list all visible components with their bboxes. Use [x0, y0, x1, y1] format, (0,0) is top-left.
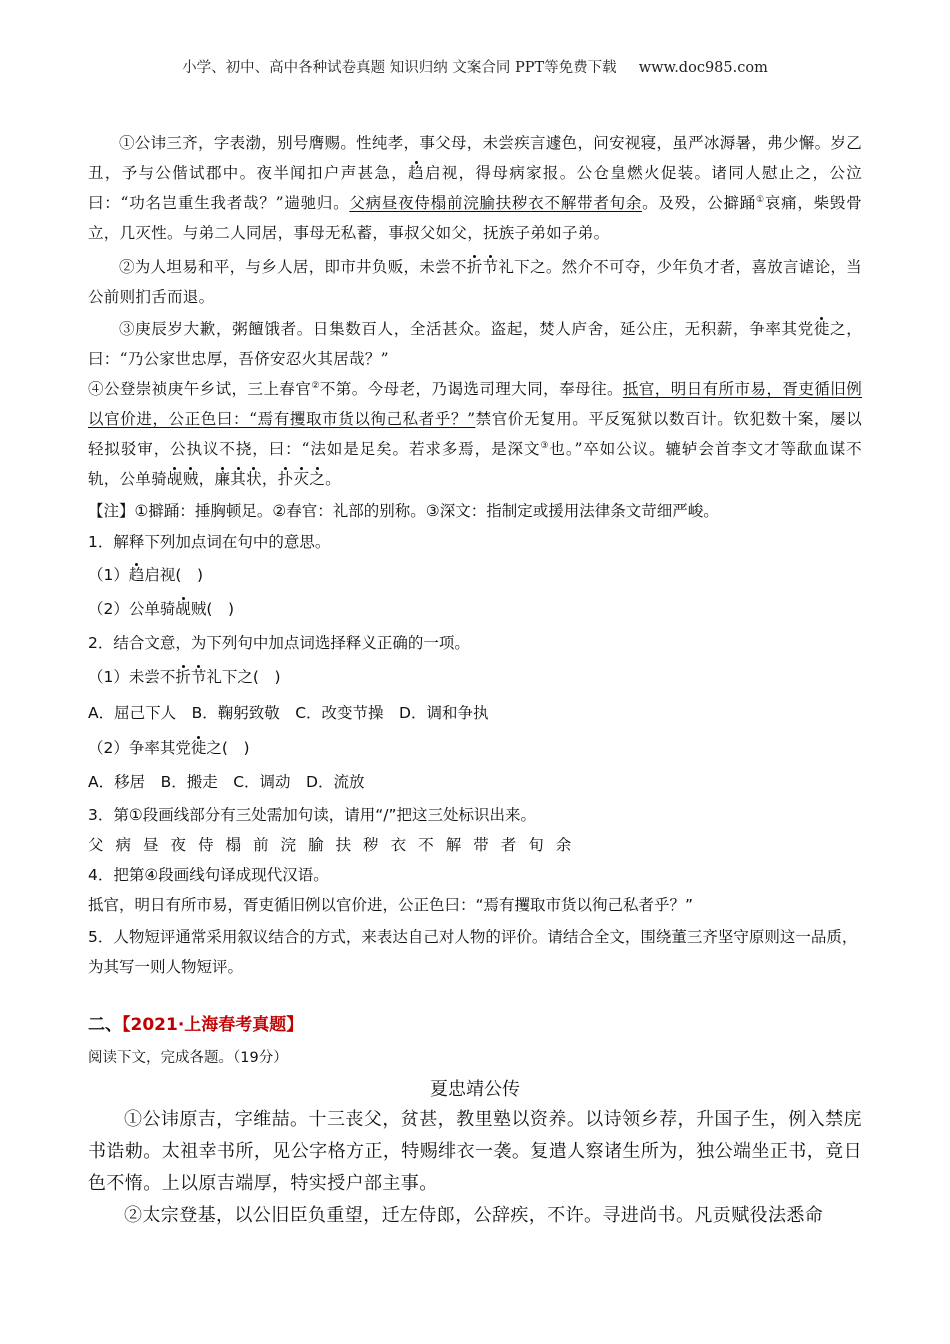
- char: 夜: [170, 836, 187, 854]
- question-2-2-options: A．移居 B．搬走 C．调动 D．流放: [88, 773, 365, 791]
- char: 不: [418, 836, 434, 854]
- dotted-char: 觇: [167, 470, 183, 488]
- passage1-paragraph-3: ③庚辰岁大歉，粥饘饿者。日集数百人，全活甚众。盗起，焚人庐舍，延公庄，无积薪，争率其党徙之，曰：“乃公家世忠厚，吾侪安忍火其居哉？”: [88, 320, 862, 368]
- char: 榻: [225, 836, 242, 854]
- question-2-1-options: A．屈己下人 B．鞠躬致敬 C．改变节操 D．调和争执: [88, 704, 489, 722]
- char: 解: [445, 836, 462, 854]
- question-3: 3．第①段画线部分有三处需加句读，请用“/”把这三处标识出来。: [88, 806, 537, 824]
- dotted-char: 徙: [813, 320, 831, 338]
- question-2-2: （2）争率其党徙之( ): [88, 739, 250, 757]
- question-4-text: 抵官，明日有所市易，胥吏循旧例以官价进，公正色曰：“焉有攫取市货以徇己私者乎？”: [88, 896, 694, 914]
- question-1-2: （2）公单骑觇贼( ): [88, 600, 234, 618]
- dotted-char: 扑: [277, 470, 294, 488]
- dotted-char: 趋: [408, 164, 425, 182]
- char: 腧: [308, 836, 324, 854]
- dotted-char: 节: [190, 668, 207, 686]
- char: 侍: [198, 836, 214, 854]
- footnote-mark-1: ①: [756, 194, 765, 205]
- dotted-char: 节: [482, 258, 499, 276]
- section-2-instruction: 阅读下文，完成各题。（19分）: [88, 1050, 288, 1066]
- dotted-char: 觇: [175, 600, 191, 618]
- question-1-1: （1）趋启视( ): [88, 566, 203, 584]
- dotted-char: 趋: [128, 566, 145, 584]
- dotted-char: 之: [309, 470, 326, 488]
- underlined-sentence-1: 父病昼夜侍榻前浣腧扶秽衣不解带者旬余: [349, 194, 643, 212]
- question-2-1: （1）未尝不折节礼下之( ): [88, 668, 281, 686]
- char: 者: [500, 836, 517, 854]
- char: 浣: [280, 836, 297, 854]
- dotted-char: 灭: [293, 470, 310, 488]
- char: 前: [253, 836, 269, 854]
- char: 昼: [143, 836, 159, 854]
- char: 旬: [528, 836, 544, 854]
- footnote-mark-2: ②: [311, 380, 320, 391]
- question-5: 5．人物短评通常采用叙议结合的方式，来表达自己对人物的评价。请结合全文，围绕董三齐坚守原则这一品质，为其写一则人物短评。: [88, 928, 858, 976]
- article-paragraph-2: ②太宗登基，以公旧臣负重望，迁左侍郎，公辞疾，不许。寻进尚书。凡贡赋役法悉命: [124, 1205, 824, 1226]
- question-2: 2．结合文意，为下列句中加点词选择释义正确的一项。: [88, 634, 470, 652]
- annotation-note: 【注】①擗踊：捶胸顿足。②春官：礼部的别称。③深文：指制定或援用法律条文苛细严峻。: [88, 502, 719, 520]
- article-title: 夏忠靖公传: [430, 1079, 520, 1100]
- section-2-heading: 二、【2021·上海春考真题】: [88, 1015, 304, 1035]
- passage1-paragraph-1: ①公讳三齐，字表渤，别号膺赐。性纯孝，事父母，未尝疾言遽色，问安视寝，虽严冰溽暑，弗少懈。岁乙丑，予与公偕试郡中。夜半闻扣户声甚急，趋启视，得母病家报。公仓皇燃火促装。诸同人慰止之，公泣曰：“功名岂重生我者哉？”遄驰归。父病昼夜侍榻前浣腧扶秽衣不解带者旬余。及殁，公擗踊①哀痛，柴毁骨立，几灭性。与弟二人同居，事母无私蓄，事叔父如父，抚族子弟如子弟。: [88, 134, 862, 242]
- header-text: 小学、初中、高中各种试卷真题 知识归纳 文案合同 PPT等免费下载: [182, 60, 617, 76]
- question-1: 1．解释下列加点词在句中的意思。: [88, 533, 331, 551]
- header-url[interactable]: www.doc985.com: [638, 60, 768, 76]
- dotted-char: 贼: [182, 470, 199, 488]
- dotted-char: 状: [246, 470, 262, 488]
- dotted-char: 廉: [214, 470, 231, 488]
- dotted-char: 徙: [190, 739, 207, 757]
- article-paragraph-1: ①公讳原吉，字维喆。十三丧父，贫甚，教里塾以资养。以诗领乡荐，升国子生，例入禁庑书诰勅。太祖幸书所，见公字格方正，特赐绯衣一袭。复遣人察诸生所为，独公端坐正书，竟日色不惰。上以原吉端厚，特实授户部主事。: [88, 1109, 862, 1194]
- char: 父: [88, 836, 104, 854]
- underlined-sentence-4: 抵官，明日有所市易，胥吏循旧例以官价进，公正色曰：“焉有攫取市货以徇己私者乎？”: [88, 380, 863, 428]
- char: 秽: [363, 836, 379, 854]
- page-header: [0, 56, 950, 77]
- char: 余: [555, 836, 572, 854]
- dotted-char: 其: [230, 470, 247, 488]
- footnote-mark-3: ③: [540, 440, 550, 451]
- char: 带: [473, 836, 489, 854]
- char: 扶: [335, 836, 352, 854]
- question-3-sentence: [88, 834, 862, 856]
- dotted-char: 折: [175, 668, 191, 686]
- passage1-paragraph-4: ④公登崇祯庚午乡试，三上春官②不第。今母老，乃谒选司理大同，奉母往。抵官，明日有所市易，胥吏循旧例以官价进，公正色曰：“焉有攫取市货以徇己私者乎？”禁官价无复用。平反冤狱以数百计。钦犯数十案，屡以轻拟驳审，公执议不挠，曰：“法如是足矣。若求多焉，是深文③也。”卒如公议。辘轳会首李文才等歃血谋不轨，公单骑觇贼，廉其状，扑灭之。: [88, 380, 863, 488]
- question-4: 4．把第④段画线句译成现代汉语。: [88, 866, 329, 884]
- char: 衣: [390, 836, 407, 854]
- section-2-title: 【2021·上海春考真题】: [122, 1015, 304, 1035]
- passage1-paragraph-2: ②为人坦易和平，与乡人居，即市井负贩，未尝不折节礼下之。然介不可夺，少年负才者，喜放言谑论，当公前则扪舌而退。: [88, 258, 862, 306]
- dotted-char: 折: [466, 258, 483, 276]
- char: 病: [115, 836, 132, 854]
